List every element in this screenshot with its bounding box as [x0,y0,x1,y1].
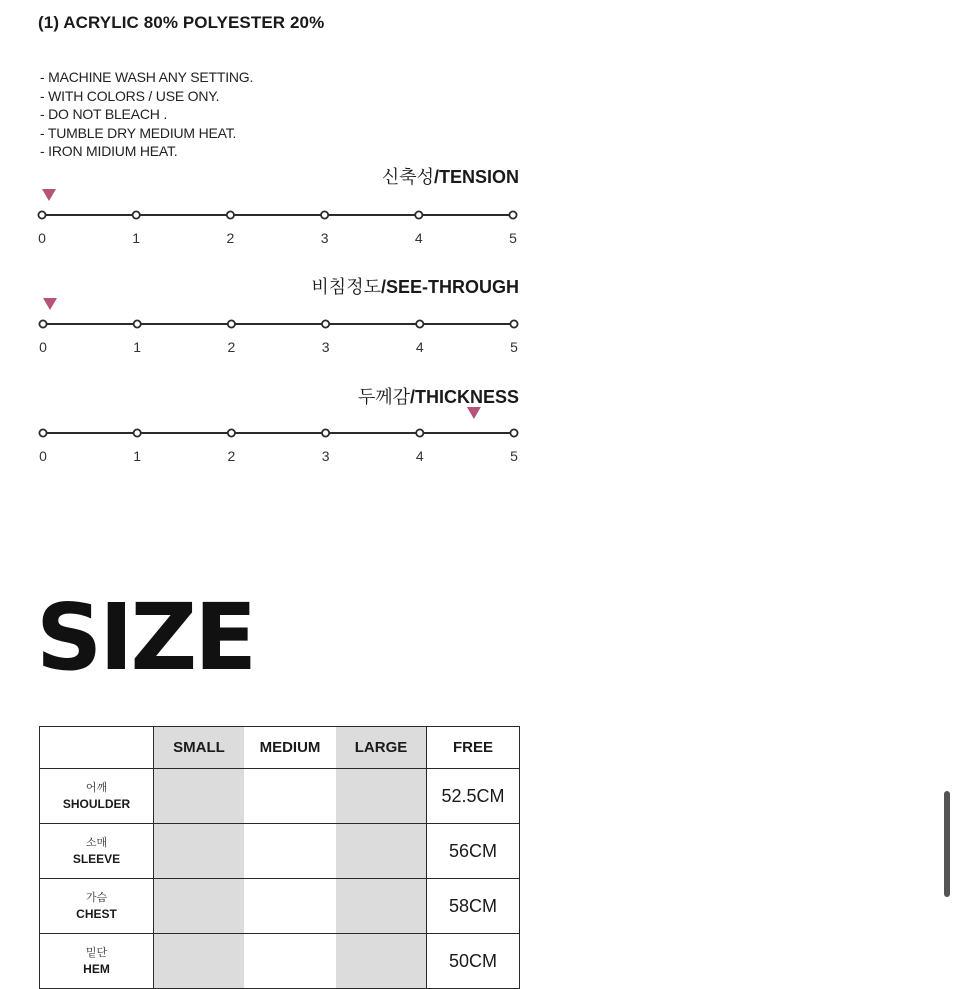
free-value: 50CM [448,950,497,971]
thickness-scale-graphic [0,383,540,473]
row-label-ko: 가슴 [85,891,108,904]
scale-marker [467,407,481,419]
scale-tick-label: 0 [39,339,47,355]
material-composition: (1) ACRYLIC 80% POLYESTER 20% [38,13,325,32]
row-label-ko: 밑단 [85,946,108,959]
size-table [39,726,520,989]
scale-tick-label: 2 [227,339,236,355]
cell-small [154,934,245,989]
scale-tick [321,211,328,218]
scale-tick-label: 5 [509,230,517,246]
row-label [40,934,154,989]
thickness-scale [0,383,540,473]
scale-tick-label: 3 [321,448,330,464]
cell-medium [244,879,336,934]
scale-tick-label: 1 [132,230,141,246]
scale-tick-label: 1 [133,339,142,355]
scale-tick-label: 2 [226,230,235,246]
scale-marker [43,298,57,310]
table-row [40,879,520,934]
scale-tick [227,211,234,218]
size-table-header [40,727,520,769]
free-value: 56CM [448,840,497,861]
row-label [40,879,154,934]
row-label-en: SLEEVE [72,851,121,866]
cell-medium [244,824,336,879]
scale-tick [509,211,516,218]
thickness-title-en: /THICKNESS [409,387,519,407]
row-label-en: CHEST [76,906,117,921]
scale-tick [228,320,235,327]
column-medium: MEDIUM [244,727,336,769]
cell-medium [244,769,336,824]
row-label-en: HEM [83,961,110,976]
scale-tick [38,211,45,218]
care-item: - DO NOT BLEACH . [40,106,168,122]
scale-tick [39,429,46,436]
free-value: 58CM [448,895,497,916]
scale-tick [510,320,517,327]
scale-tick [416,320,423,327]
table-row [40,934,520,989]
cell-free [427,879,520,934]
cell-large [336,824,427,879]
scale-tick-label: 2 [227,448,236,464]
column-small: SMALL [154,727,245,769]
scale-tick-label: 4 [414,230,423,246]
thickness-title-ko: 두께감 [357,387,410,407]
tension-title-en: /TENSION [433,167,519,187]
cell-large [336,769,427,824]
row-label [40,769,154,824]
care-item: - MACHINE WASH ANY SETTING. [40,69,254,85]
size-heading: SIZE [36,584,255,691]
cell-large [336,934,427,989]
scale-tick-label: 5 [510,448,518,464]
scale-tick-label: 5 [510,339,518,355]
scale-tick [39,320,46,327]
cell-small [154,769,245,824]
scale-tick [415,211,422,218]
table-row [40,824,520,879]
scale-tick [416,429,423,436]
row-label-en: SHOULDER [62,796,131,811]
care-item: - TUMBLE DRY MEDIUM HEAT. [40,124,237,141]
see-through-scale-graphic [0,273,540,363]
scale-tick-label: 3 [321,339,330,355]
scale-tick-label: 0 [38,230,46,246]
column-free: FREE [427,727,520,769]
cell-free [427,934,520,989]
care-item: - IRON MIDIUM HEAT. [40,143,178,159]
row-label-ko: 소매 [85,836,108,849]
cell-small [154,879,245,934]
scrollbar[interactable] [944,791,950,897]
cell-free [427,769,520,824]
column-large: LARGE [336,727,427,769]
scale-tick [228,429,235,436]
cell-large [336,879,427,934]
care-item: - WITH COLORS / USE ONY. [40,87,220,104]
scale-tick [510,429,517,436]
see-through-scale [0,273,540,363]
row-label-ko: 어깨 [85,781,108,794]
scale-marker [42,189,56,201]
tension-scale-graphic [0,163,540,253]
scale-tick-label: 4 [415,339,424,355]
see-through-title-ko: 비침정도 [311,277,381,297]
cell-small [154,824,245,879]
free-value: 52.5CM [441,785,505,806]
scale-tick [134,429,141,436]
scale-tick-label: 0 [39,448,47,464]
row-label [40,824,154,879]
cell-medium [244,934,336,989]
scale-tick-label: 1 [133,448,142,464]
tension-title-ko: 신축성 [381,167,434,187]
scale-tick [322,429,329,436]
scale-tick-label: 3 [320,230,329,246]
cell-free [427,824,520,879]
tension-scale [0,163,540,253]
care-instructions [40,68,253,161]
table-row [40,769,520,824]
see-through-title-en: /SEE-THROUGH [380,277,519,297]
scale-tick [133,211,140,218]
size-table-corner [40,727,154,769]
scale-tick [134,320,141,327]
scale-tick-label: 4 [415,448,424,464]
scale-tick [322,320,329,327]
